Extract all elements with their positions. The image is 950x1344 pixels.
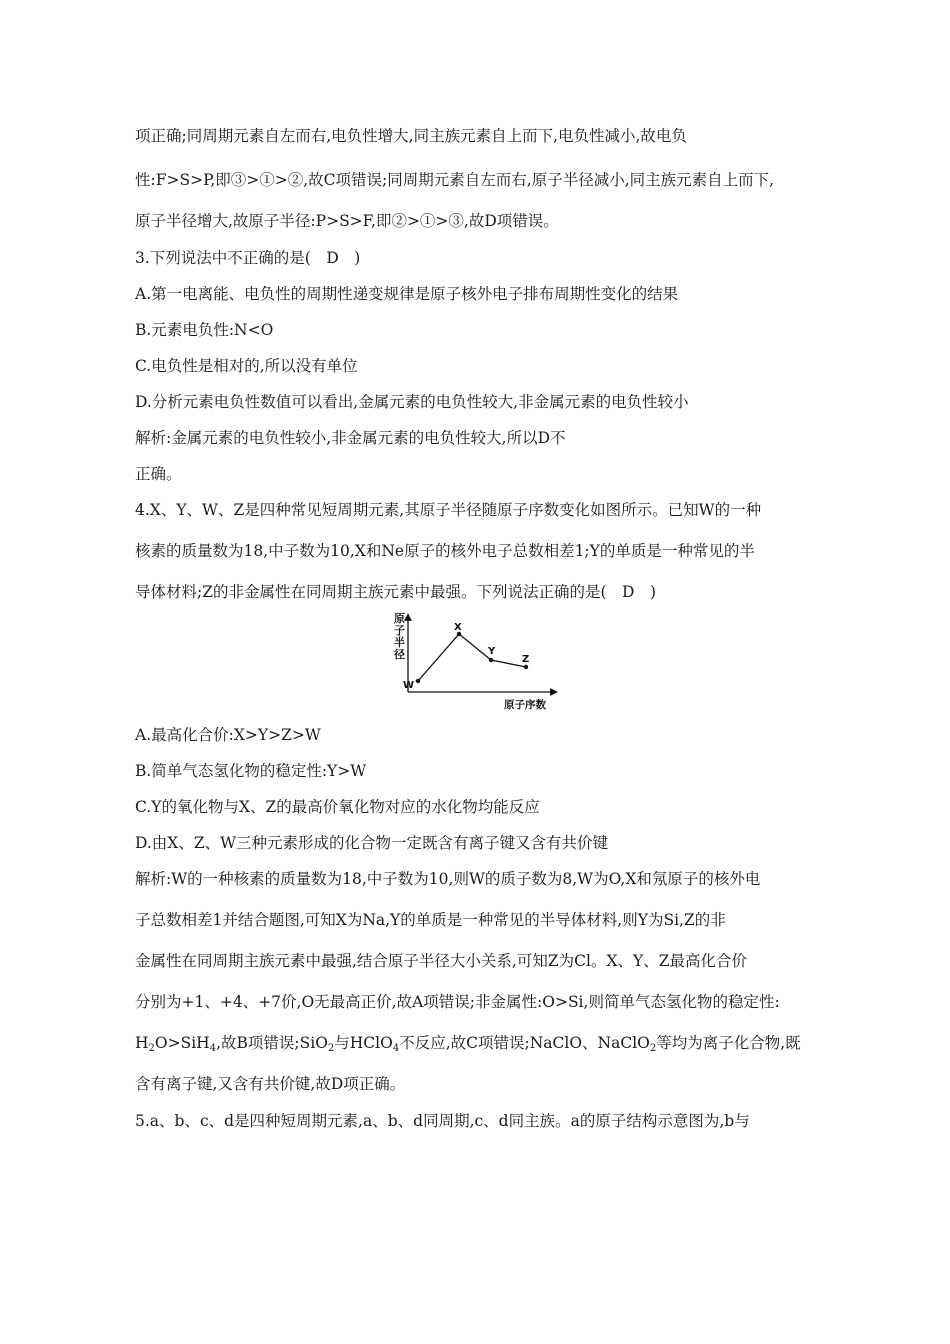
question-4-stem: 4.X、Y、W、Z是四种常见短周期元素,其原子半径随原子序数变化如图所示。已知W的一种 [135,501,762,519]
subscript: 2 [148,1043,155,1054]
question-4-explanation: 子总数相差1并结合题图,可知X为Na,Y的单质是一种常见的半导体材料,则Y为Si,Z的非 [135,911,726,929]
subscript: 2 [327,1043,335,1054]
question-3-option-d: D.分析元素电负性数值可以看出,金属元素的电负性较大,非金属元素的电负性较小 [135,393,689,411]
question-4-stem: 导体材料;Z的非金属性在同周期主族元素中最强。下列说法正确的是( D ) [135,583,657,601]
text-line: 性:F>S>P,即③>①>②,故C项错误;同周期元素自左而右,原子半径减小,同主族元素自上而下, [135,171,775,189]
point-z [524,665,528,669]
point-label-x: X [454,622,462,633]
y-axis-label: 半 [394,636,405,649]
question-4-option-b: B.简单气态氢化物的稳定性:Y>W [135,762,367,780]
question-3-explanation: 正确。 [135,465,182,483]
text-line: 原子半径增大,故原子半径:P>S>F,即②>①>③,故D项错误。 [135,212,559,230]
question-4-option-d: D.由X、Z、W三种元素形成的化合物一定既含有离子键又含有共价键 [135,834,609,852]
y-axis-label: 子 [394,624,405,637]
formula-text: 等均为离子化合物,既 [656,1034,801,1052]
formula-text: O>SiH [154,1034,210,1052]
point-label-w: W [403,680,415,691]
radius-line [418,634,526,681]
question-4-stem: 核素的质量数为18,中子数为10,X和Ne原子的核外电子总数相差1;Y的单质是一种常见的半 [135,542,755,560]
y-axis-label: 径 [394,648,405,661]
question-3-explanation: 解析:金属元素的电负性较小,非金属元素的电负性较大,所以D不 [135,429,566,447]
atomic-radius-figure [388,612,560,712]
point-y [489,658,493,662]
x-axis-label: 原子序数 [504,699,546,711]
formula-text: 与HClO [334,1034,393,1052]
point-label-z: Z [522,654,530,665]
question-3-option-c: C.电负性是相对的,所以没有单位 [135,357,358,375]
formula-text: ,故B项错误;SiO [216,1034,328,1052]
question-4-explanation-formula-line [135,1033,801,1053]
question-4-explanation: 分别为+1、+4、+7价,O无最高正价,故A项错误;非金属性:O>Si,则简单气态氢化物的稳定性: [135,993,780,1011]
y-axis-label: 原 [394,612,405,625]
question-3-option-a: A.第一电离能、电负性的周期性递变规律是原子核外电子排布周期性变化的结果 [135,285,679,303]
question-4-explanation: 含有离子键,又含有共价键,故D项正确。 [135,1075,406,1093]
text-line: 项正确;同周期元素自左而右,电负性增大,同主族元素自上而下,电负性减小,故电负 [135,127,687,145]
point-w [416,679,420,683]
question-5-stem: 5.a、b、c、d是四种短周期元素,a、b、d同周期,c、d同主族。a的原子结构示意图为,b与 [135,1112,750,1130]
question-3-stem: 3.下列说法中不正确的是( D ) [135,249,361,267]
question-3-option-b: B.元素电负性:N<O [135,321,274,339]
subscript: 4 [392,1043,400,1054]
question-4-option-a: A.最高化合价:X>Y>Z>W [135,726,321,744]
subscript: 2 [649,1043,657,1054]
question-4-option-c: C.Y的氧化物与X、Z的最高价氧化物对应的水化物均能反应 [135,798,540,816]
question-4-explanation: 解析:W的一种核素的质量数为18,中子数为10,则W的质子数为8,W为O,X和氖原子的核外电 [135,870,761,888]
formula-text: H [135,1034,149,1052]
subscript: 4 [209,1043,217,1054]
point-label-y: Y [488,646,496,657]
formula-text: 不反应,故C项错误;NaClO、NaClO [399,1034,650,1052]
question-4-explanation: 金属性在同周期主族元素中最强,结合原子半径大小关系,可知Z为Cl。X、Y、Z最高化合价 [135,952,747,970]
